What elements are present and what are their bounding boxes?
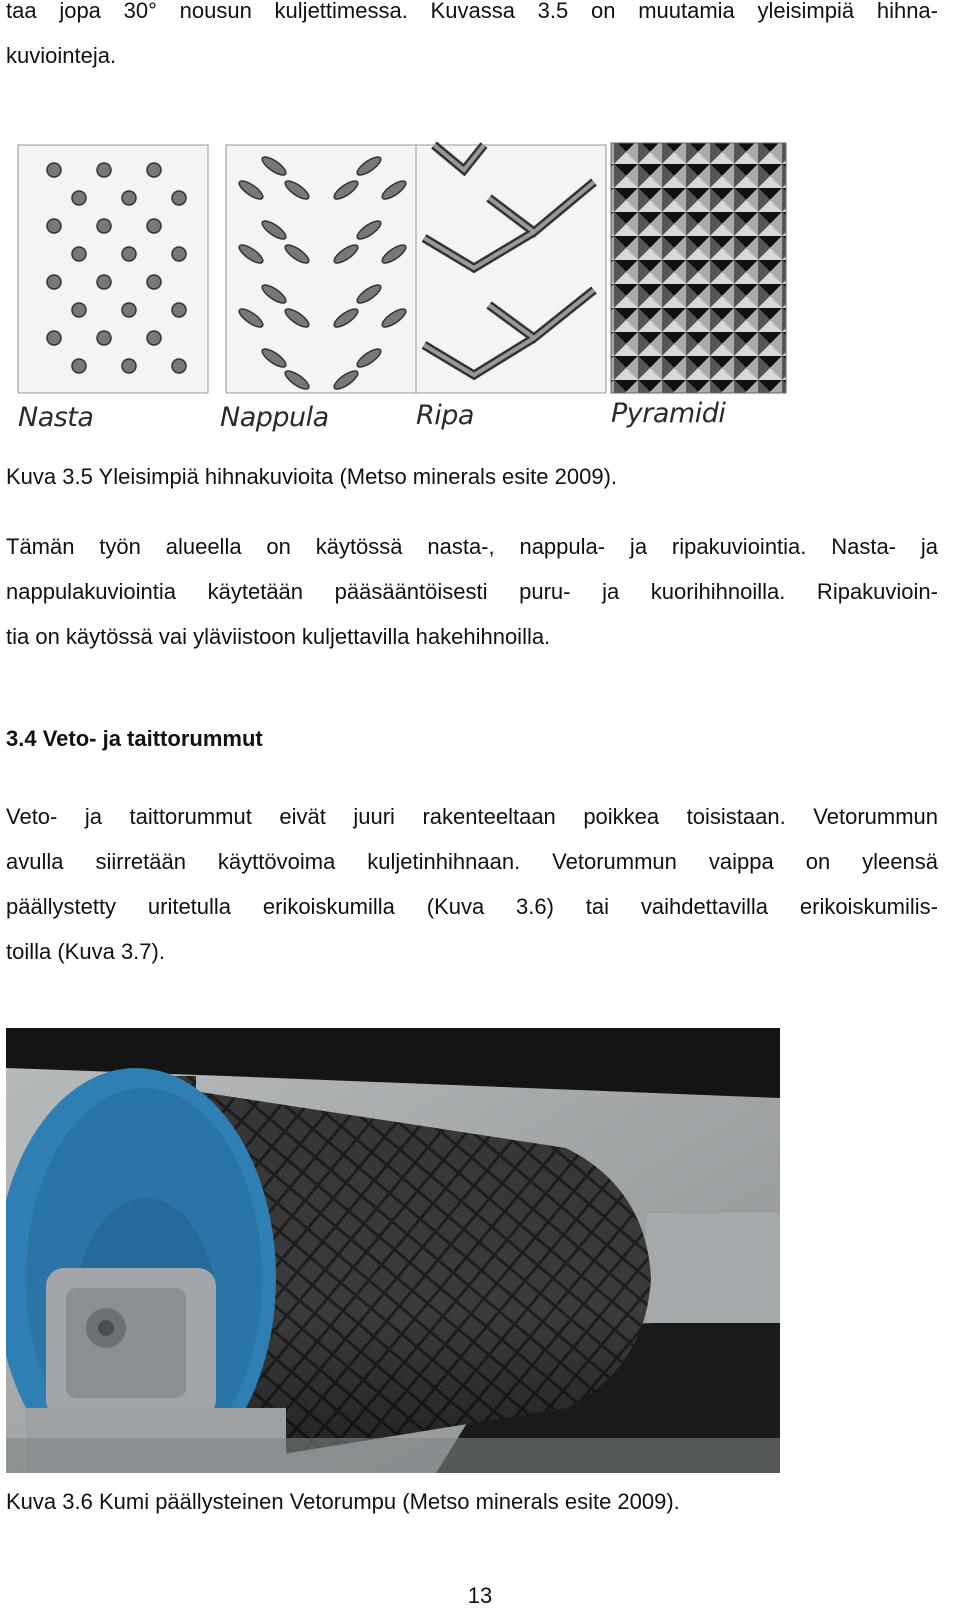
figure-caption: Kuva 3.5 Yleisimpiä hihnakuvioita (Metso minerals esite 2009). <box>6 464 618 489</box>
paragraph-line: nappulakuviointia käytetään pääsääntöisesti puru- ja kuorihihnoilla. Ripakuvioin- <box>6 579 938 604</box>
paragraph-line: toilla (Kuva 3.7). <box>6 939 165 964</box>
pulley-photo <box>6 1028 780 1473</box>
paragraph-line: Veto- ja taittorummut eivät juuri rakenteeltaan poikkea toisistaan. Vetorummun <box>6 804 938 829</box>
nasta-pattern-panel <box>18 145 208 393</box>
section-paragraph <box>6 794 938 974</box>
intro-line: taa jopa 30° nousun kuljettimessa. Kuvassa 3.5 on muutamia yleisimpiä hihna- <box>6 0 938 23</box>
pyramidi-pattern-panel <box>611 143 786 393</box>
body-paragraph <box>6 524 938 659</box>
belt-patterns-figure <box>14 140 790 440</box>
pattern-label-pyramidi: Pyramidi <box>611 398 726 429</box>
paragraph-line: päällystetty uritetulla erikoiskumilla (Kuva 3.6) tai vaihdettavilla erikoiskumilis- <box>6 894 938 919</box>
paragraph-line: Tämän työn alueella on käytössä nasta-, nappula- ja ripakuviointia. Nasta- ja <box>6 534 938 559</box>
intro-line: kuviointeja. <box>6 43 117 68</box>
page-number: 13 <box>467 1583 493 1608</box>
pattern-label-nasta: Nasta <box>18 402 94 433</box>
intro-paragraph <box>6 0 938 78</box>
nappula-pattern-panel <box>226 145 416 393</box>
pulley-image <box>6 1028 780 1473</box>
pattern-label-nappula: Nappula <box>220 402 329 433</box>
ripa-pattern-panel <box>416 145 606 393</box>
pattern-label-ripa: Ripa <box>416 400 474 431</box>
paragraph-line: tia on käytössä vai yläviistoon kuljettavilla hakehihnoilla. <box>6 624 551 649</box>
section-heading: 3.4 Veto- ja taittorummut <box>6 726 263 751</box>
paragraph-line: avulla siirretään käyttövoima kuljetinhihnaan. Vetorummun vaippa on yleensä <box>6 849 938 874</box>
belt-patterns-image <box>14 140 790 400</box>
figure-caption: Kuva 3.6 Kumi päällysteinen Vetorumpu (Metso minerals esite 2009). <box>6 1489 680 1514</box>
